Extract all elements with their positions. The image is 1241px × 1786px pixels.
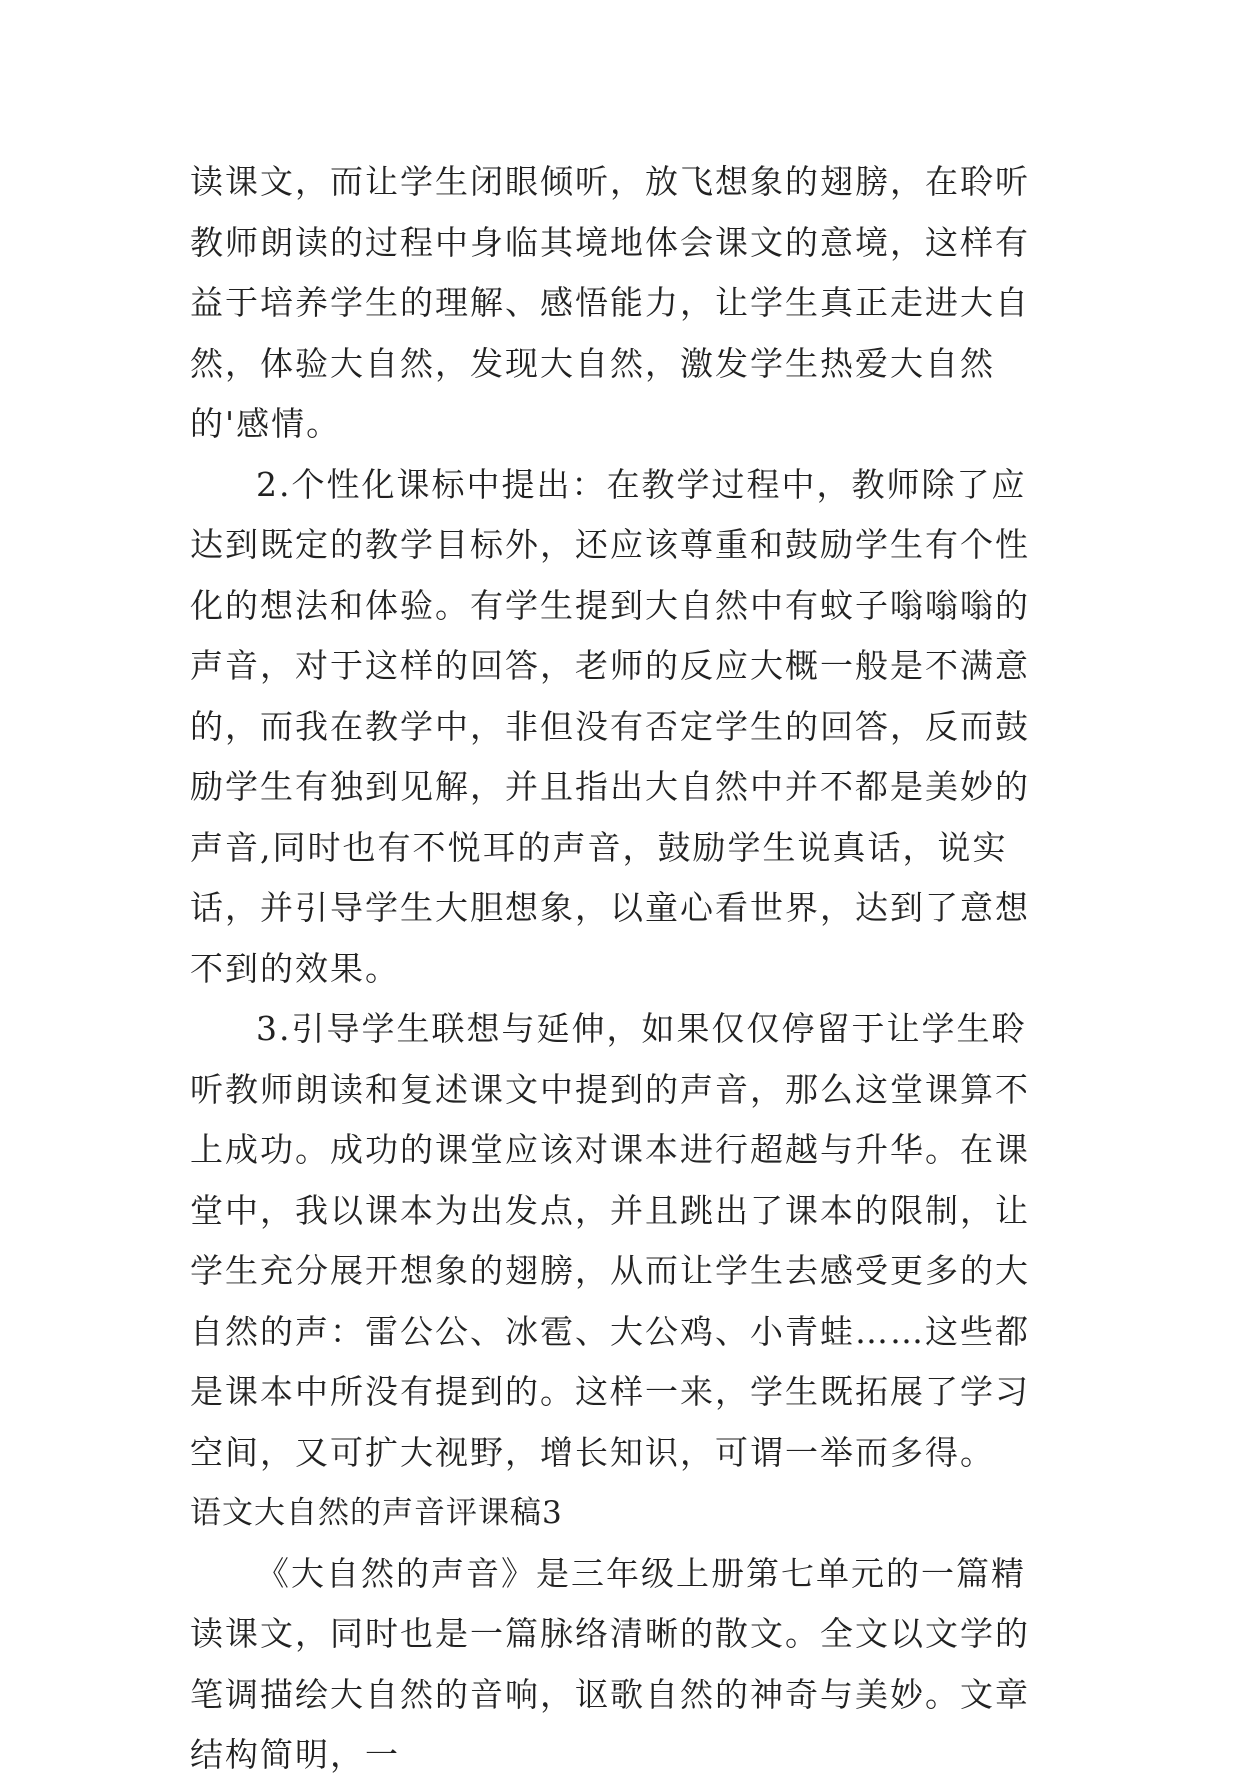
- paragraph-continued: 读课文，而让学生闭眼倾听，放飞想象的翅膀，在聆听教师朗读的过程中身临其境地体会课文的意境，这样有益于培养学生的理解、感悟能力，让学生真正走进大自然，体验大自然，发现大自然，激发学生热爱大自然的'感情。: [190, 162, 1030, 443]
- document-body: [190, 152, 1060, 1786]
- paragraph-point-3: 3.引导学生联想与延伸，如果仅仅停留于让学生聆听教师朗读和复述课文中提到的声音，那么这堂课算不上成功。成功的课堂应该对课本进行超越与升华。在课堂中，我以课本为出发点，并且跳出了课本的限制，让学生充分展开想象的翅膀，从而让学生去感受更多的大自然的声：雷公公、冰雹、大公鸡、小青蛙……这些都是课本中所没有提到的。这样一来，学生既拓展了学习空间，又可扩大视野，增长知识，可谓一举而多得。: [190, 1009, 1030, 1472]
- paragraph-point-2: 2.个性化课标中提出：在教学过程中，教师除了应达到既定的教学目标外，还应该尊重和鼓励学生有个性化的想法和体验。有学生提到大自然中有蚊子嗡嗡嗡的声音，对于这样的回答，老师的反应大概一般是不满意的，而我在教学中，非但没有否定学生的回答，反而鼓励学生有独到见解，并且指出大自然中并不都是美妙的声音,同时也有不悦耳的声音，鼓励学生说真话，说实话，并引导学生大胆想象，以童心看世界，达到了意想不到的效果。: [190, 464, 1030, 988]
- section-heading: 语文大自然的声音评课稿3: [190, 1495, 563, 1531]
- paragraph-intro: 《大自然的声音》是三年级上册第七单元的一篇精读课文，同时也是一篇脉络清晰的散文。全文以文学的笔调描绘大自然的音响，讴歌自然的神奇与美妙。文章结构简明，一: [190, 1553, 1030, 1774]
